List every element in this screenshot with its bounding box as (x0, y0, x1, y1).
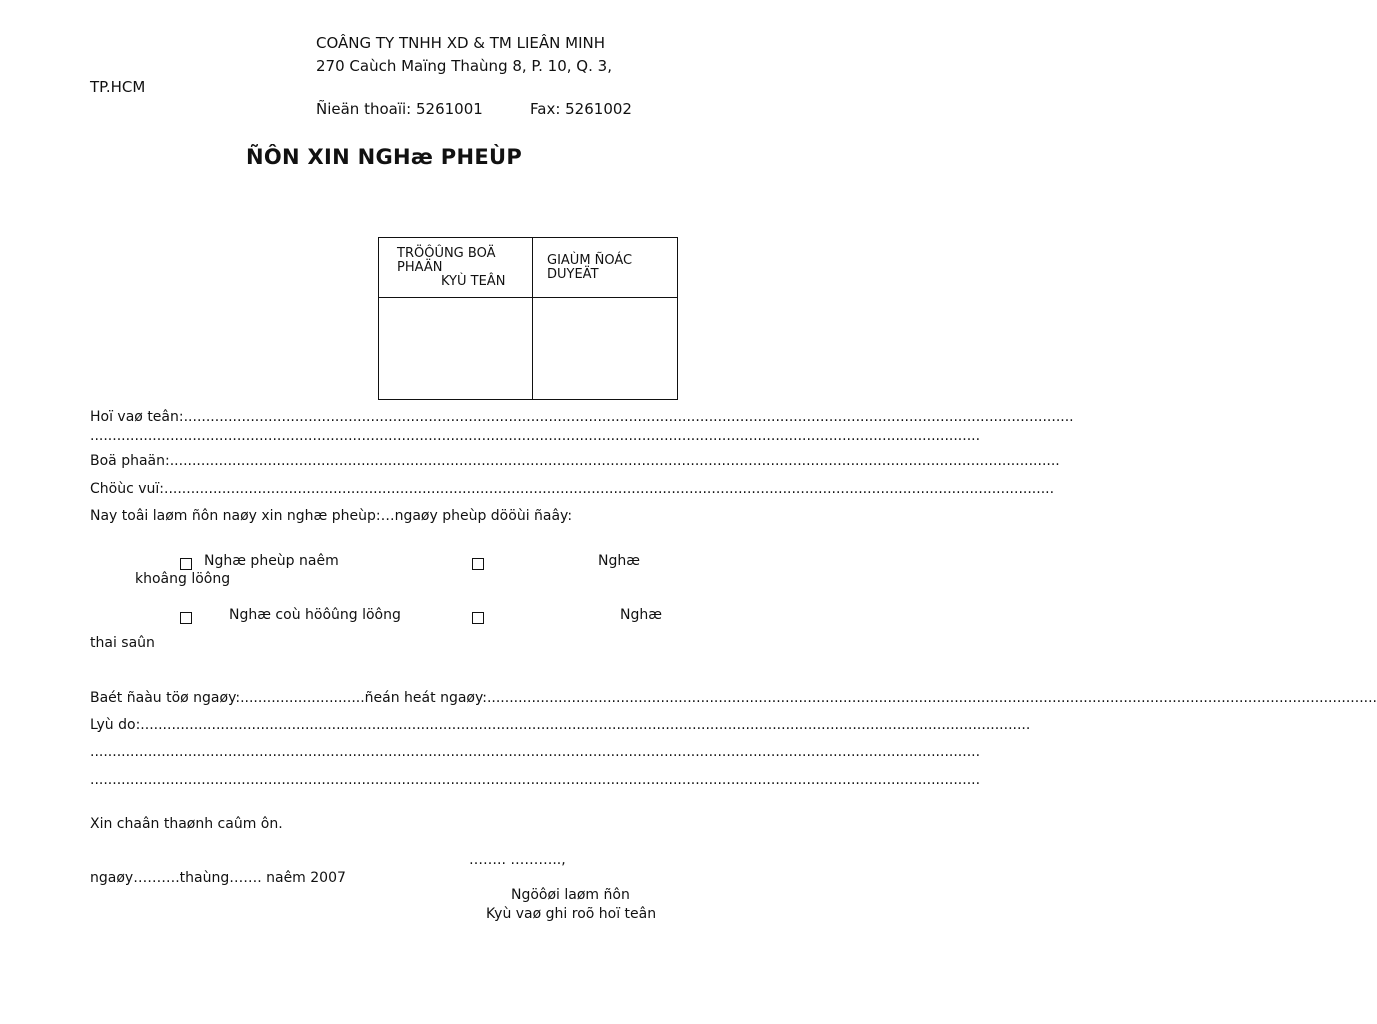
name-dots-2: ........................................................................................................................................................................................................ (90, 428, 981, 444)
company-name: COÂNG TY TNHH XD & TM LIEÂN MINH (316, 34, 605, 52)
paid-leave-label: Nghæ coù höôûng löông (229, 607, 401, 623)
company-fax: Fax: 5261002 (530, 100, 632, 118)
reason-dots-3: ........................................................................................................................................................................................................ (90, 772, 981, 788)
date-range-field[interactable] (90, 690, 1377, 707)
department-head-signature-cell[interactable] (379, 298, 533, 400)
department-field[interactable] (90, 453, 1060, 470)
approval-table (378, 237, 678, 400)
thanks-text: Xin chaân thaønh caûm ôn. (90, 816, 283, 832)
director-line1: GIAÙM ÑOÁC (547, 252, 633, 268)
department-head-line1: TRÖÔÛNG BOÄ (397, 245, 496, 261)
company-phone: Ñieän thoaïi: 5261001 (316, 100, 483, 118)
position-label: Chöùc vuï: (90, 481, 164, 497)
reason-label: Lyù do: (90, 717, 141, 733)
reason-field[interactable] (90, 717, 1031, 734)
name-field-continued[interactable] (90, 428, 981, 445)
annual-leave-checkbox[interactable] (180, 558, 192, 570)
director-signature-cell[interactable] (533, 298, 678, 400)
director-line2: DUYEÄT (547, 266, 599, 282)
name-dots: ........................................................................................................................................................................................................ (183, 409, 1074, 425)
department-head-line3: KYÙ TEÂN (441, 273, 506, 289)
director-header (533, 238, 678, 298)
department-dots: ........................................................................................................................................................................................................ (169, 453, 1060, 469)
reason-field-line3[interactable] (90, 772, 981, 789)
maternity-leave-label-1: Nghæ (620, 607, 662, 623)
unpaid-leave-label-2: khoâng löông (135, 571, 231, 587)
department-head-header (379, 238, 533, 298)
date-line: ngaøy……….thaùng……. naêm 2007 (90, 870, 346, 886)
department-head-line2: PHAÄN (397, 259, 443, 275)
annual-leave-label: Nghæ pheùp naêm (204, 553, 339, 569)
document-title: ÑÔN XIN NGHæ PHEÙP (245, 145, 523, 169)
reason-dots-2: ........................................................................................................................................................................................................ (90, 744, 981, 760)
unpaid-leave-label-1: Nghæ (598, 553, 640, 569)
start-date-dots: ............................ (240, 690, 365, 706)
department-label: Boä phaän: (90, 453, 170, 469)
signer-title: Ngöôøi laøm ñôn (511, 887, 630, 903)
signature-note: Kyù vaø ghi roõ hoï teân (486, 906, 657, 922)
request-text: Nay toâi laøm ñôn naøy xin nghæ pheùp:…ngaøy pheùp dööùi ñaây: (90, 508, 573, 524)
maternity-leave-checkbox[interactable] (472, 612, 484, 624)
position-field[interactable] (90, 481, 1055, 498)
name-label: Hoï vaø teân: (90, 409, 184, 425)
place-date-line: …….. ……….., (469, 852, 566, 868)
start-date-label: Baét ñaàu töø ngaøy: (90, 690, 241, 706)
paid-leave-checkbox[interactable] (180, 612, 192, 624)
unpaid-leave-checkbox[interactable] (472, 558, 484, 570)
company-address: 270 Caùch Maïng Thaùng 8, P. 10, Q. 3, (316, 57, 612, 75)
end-date-label: ñeán heát ngaøy: (364, 690, 487, 706)
name-field[interactable] (90, 409, 1074, 426)
reason-dots: ........................................................................................................................................................................................................ (140, 717, 1031, 733)
company-city: TP.HCM (90, 78, 146, 96)
end-date-dots: ........................................................................................................................................................................................................ (486, 690, 1377, 706)
reason-field-line2[interactable] (90, 744, 981, 761)
position-dots: ........................................................................................................................................................................................................ (164, 481, 1055, 497)
maternity-leave-label-2: thai saûn (90, 635, 155, 651)
